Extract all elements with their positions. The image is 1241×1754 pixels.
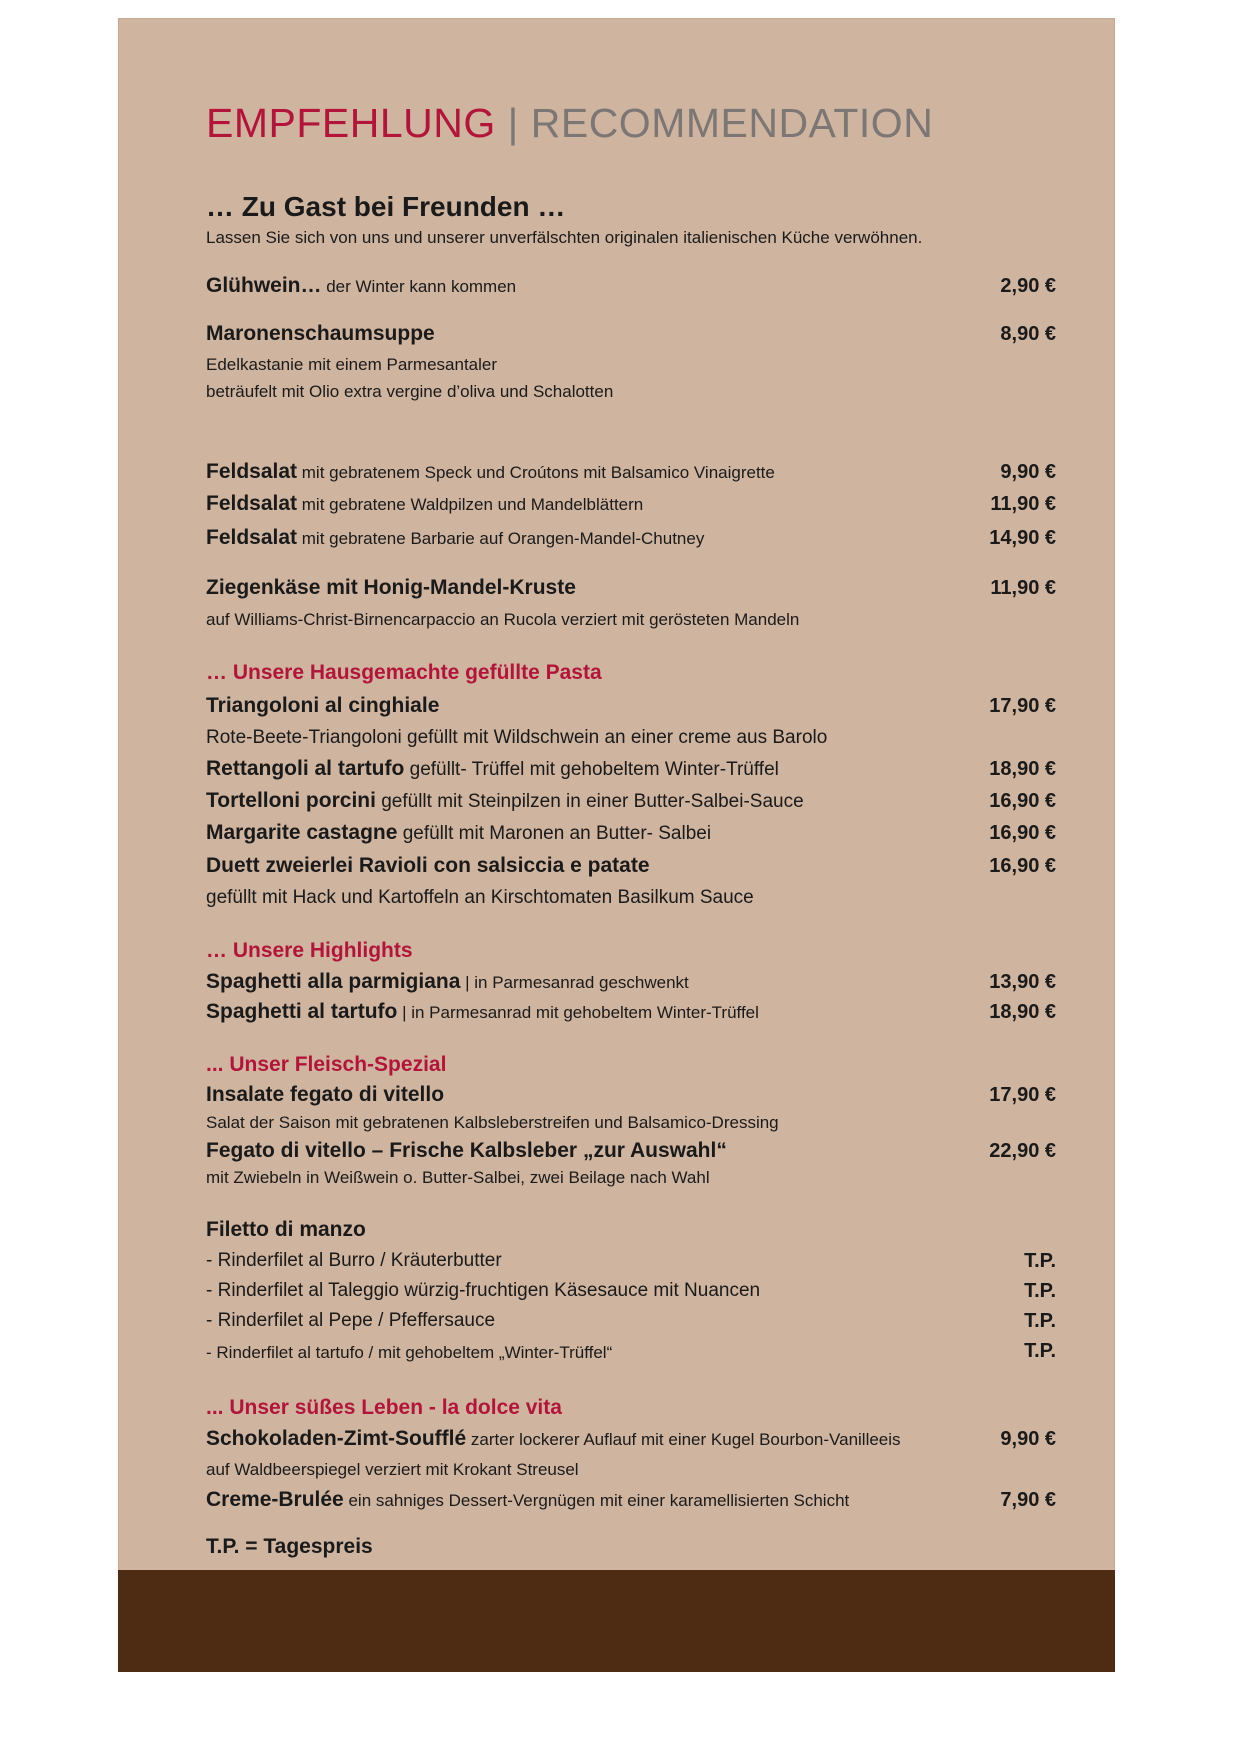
item-desc: | in Parmesanrad geschwenkt	[460, 973, 689, 992]
menu-card	[118, 18, 1115, 1672]
filetto-row: - Rinderfilet al Pepe / Pfeffersauce	[206, 1310, 496, 1331]
filetto-row: - Rinderfilet al Burro / Kräuterbutter	[206, 1250, 502, 1271]
item-name: Feldsalat	[206, 460, 298, 483]
item-desc-triangoloni: Rote-Beete-Triangoloni gefüllt mit Wildschwein an einer creme aus Barolo	[206, 727, 828, 748]
price-spaghetti-tartufo: 18,90 €	[989, 1001, 1056, 1023]
price-creme-brulee: 7,90 €	[1000, 1489, 1056, 1511]
title-recommendation: RECOMMENDATION	[530, 100, 934, 146]
item-desc: gefüllt mit Steinpilzen in einer Butter-Salbei-Sauce	[375, 791, 804, 812]
price-margarite: 16,90 €	[989, 822, 1056, 844]
footnote: T.P. = Tagespreis	[206, 1535, 373, 1558]
item-name: Rettangoli al tartufo	[206, 757, 405, 780]
price-feldsalat-1: 9,90 €	[1000, 461, 1056, 483]
item-desc: | in Parmesanrad mit gehobeltem Winter-Trüffel	[397, 1003, 759, 1022]
price-duett: 16,90 €	[989, 855, 1056, 877]
section-heading-filetto: Filetto di manzo	[206, 1218, 366, 1241]
item-desc-ziegen: auf Williams-Christ-Birnencarpaccio an Rucola verziert mit gerösteten Mandeln	[206, 610, 800, 629]
item-name: Creme-Brulée	[206, 1488, 344, 1511]
intro-text: Lassen Sie sich von uns und unserer unverfälschten originalen italienischen Küche verwöhnen.	[206, 228, 923, 247]
menu-item-margarite	[206, 821, 711, 845]
price-feldsalat-2: 11,90 €	[990, 493, 1056, 515]
item-desc: zarter lockerer Auflauf mit einer Kugel Bourbon-Vanilleeis	[466, 1430, 901, 1449]
item-desc: gefüllt mit Maronen an Butter- Salbei	[397, 823, 712, 844]
item-desc: mit gebratenem Speck und Croútons mit Balsamico Vinaigrette	[297, 463, 775, 482]
price-filetto-row: T.P.	[1024, 1280, 1056, 1302]
item-name-ziegen: Ziegenkäse mit Honig-Mandel-Kruste	[206, 576, 576, 599]
item-desc: ein sahniges Dessert-Vergnügen mit einer karamellisierten Schicht	[343, 1491, 850, 1510]
price-fegato: 22,90 €	[989, 1140, 1056, 1162]
menu-item-spaghetti-tartufo	[206, 1000, 759, 1024]
menu-item-feldsalat-1	[206, 460, 775, 484]
section-heading-dessert: ... Unser süßes Leben - la dolce vita	[206, 1396, 562, 1419]
page-title	[206, 100, 933, 147]
title-empfehlung: EMPFEHLUNG	[206, 100, 496, 146]
item-name-insalate: Insalate fegato di vitello	[206, 1083, 445, 1106]
price-parmigiana: 13,90 €	[989, 971, 1056, 993]
price-filetto-row: T.P.	[1024, 1340, 1056, 1362]
item-desc: mit gebratene Waldpilzen und Mandelblättern	[297, 495, 644, 514]
section-heading-highlights: … Unsere Highlights	[206, 939, 413, 962]
filetto-row: - Rinderfilet al tartufo / mit gehobeltem „Winter-Trüffel“	[206, 1343, 613, 1362]
price-maronen: 8,90 €	[1000, 323, 1056, 345]
price-filetto-row: T.P.	[1024, 1310, 1056, 1332]
menu-item-parmigiana	[206, 970, 689, 994]
menu-item-rettangoli	[206, 757, 779, 781]
price-triangoloni: 17,90 €	[989, 695, 1056, 717]
item-name: Schokoladen-Zimt-Soufflé	[206, 1427, 467, 1450]
filetto-row: - Rinderfilet al Taleggio würzig-fruchtigen Käsesauce mit Nuancen	[206, 1280, 761, 1301]
item-desc: mit gebratene Barbarie auf Orangen-Mandel-Chutney	[297, 529, 705, 548]
price-insalate: 17,90 €	[989, 1084, 1056, 1106]
bottom-bar	[118, 1570, 1115, 1672]
menu-item-tortelloni	[206, 789, 804, 813]
item-desc-duett: gefüllt mit Hack und Kartoffeln an Kirschtomaten Basilkum Sauce	[206, 887, 754, 908]
menu-item-gluehwein	[206, 274, 516, 298]
item-name: Spaghetti al tartufo	[206, 1000, 398, 1023]
price-souffle: 9,90 €	[1000, 1428, 1056, 1450]
item-name-fegato: Fegato di vitello – Frische Kalbsleber „zur Auswahl“	[206, 1139, 727, 1162]
price-gluehwein: 2,90 €	[1000, 275, 1056, 297]
item-name: Spaghetti alla parmigiana	[206, 970, 461, 993]
item-name-triangoloni: Triangoloni al cinghiale	[206, 694, 440, 717]
section-heading-fleisch: ... Unser Fleisch-Spezial	[206, 1053, 447, 1076]
item-desc-maronen-2: beträufelt mit Olio extra vergine d’oliva und Schalotten	[206, 382, 614, 401]
item-name: Glühwein…	[206, 274, 322, 297]
item-name: Feldsalat	[206, 492, 298, 515]
intro-heading: … Zu Gast bei Freunden …	[206, 191, 566, 222]
title-separator: |	[507, 100, 519, 146]
item-desc-souffle-2: auf Waldbeerspiegel verziert mit Krokant Streusel	[206, 1460, 579, 1479]
price-feldsalat-3: 14,90 €	[989, 527, 1056, 549]
item-name: Tortelloni porcini	[206, 789, 376, 812]
menu-item-creme-brulee	[206, 1488, 849, 1512]
item-desc-insalate: Salat der Saison mit gebratenen Kalbsleberstreifen und Balsamico-Dressing	[206, 1113, 779, 1132]
price-tortelloni: 16,90 €	[989, 790, 1056, 812]
menu-item-feldsalat-2	[206, 492, 643, 516]
menu-item-souffle	[206, 1427, 901, 1451]
item-desc: gefüllt- Trüffel mit gehobeltem Winter-Trüffel	[404, 759, 779, 780]
menu-item-feldsalat-3	[206, 526, 704, 550]
item-desc-maronen-1: Edelkastanie mit einem Parmesantaler	[206, 355, 498, 374]
section-heading-pasta: … Unsere Hausgemachte gefüllte Pasta	[206, 661, 602, 684]
price-filetto-row: T.P.	[1024, 1250, 1056, 1272]
price-ziegen: 11,90 €	[990, 577, 1056, 599]
price-rettangoli: 18,90 €	[989, 758, 1056, 780]
item-name: Margarite castagne	[206, 821, 398, 844]
item-name-duett: Duett zweierlei Ravioli con salsiccia e patate	[206, 854, 650, 877]
item-name: Feldsalat	[206, 526, 298, 549]
item-desc: der Winter kann kommen	[321, 277, 517, 296]
item-desc-fegato: mit Zwiebeln in Weißwein o. Butter-Salbei, zwei Beilage nach Wahl	[206, 1168, 710, 1187]
item-name-maronen: Maronenschaumsuppe	[206, 322, 435, 345]
